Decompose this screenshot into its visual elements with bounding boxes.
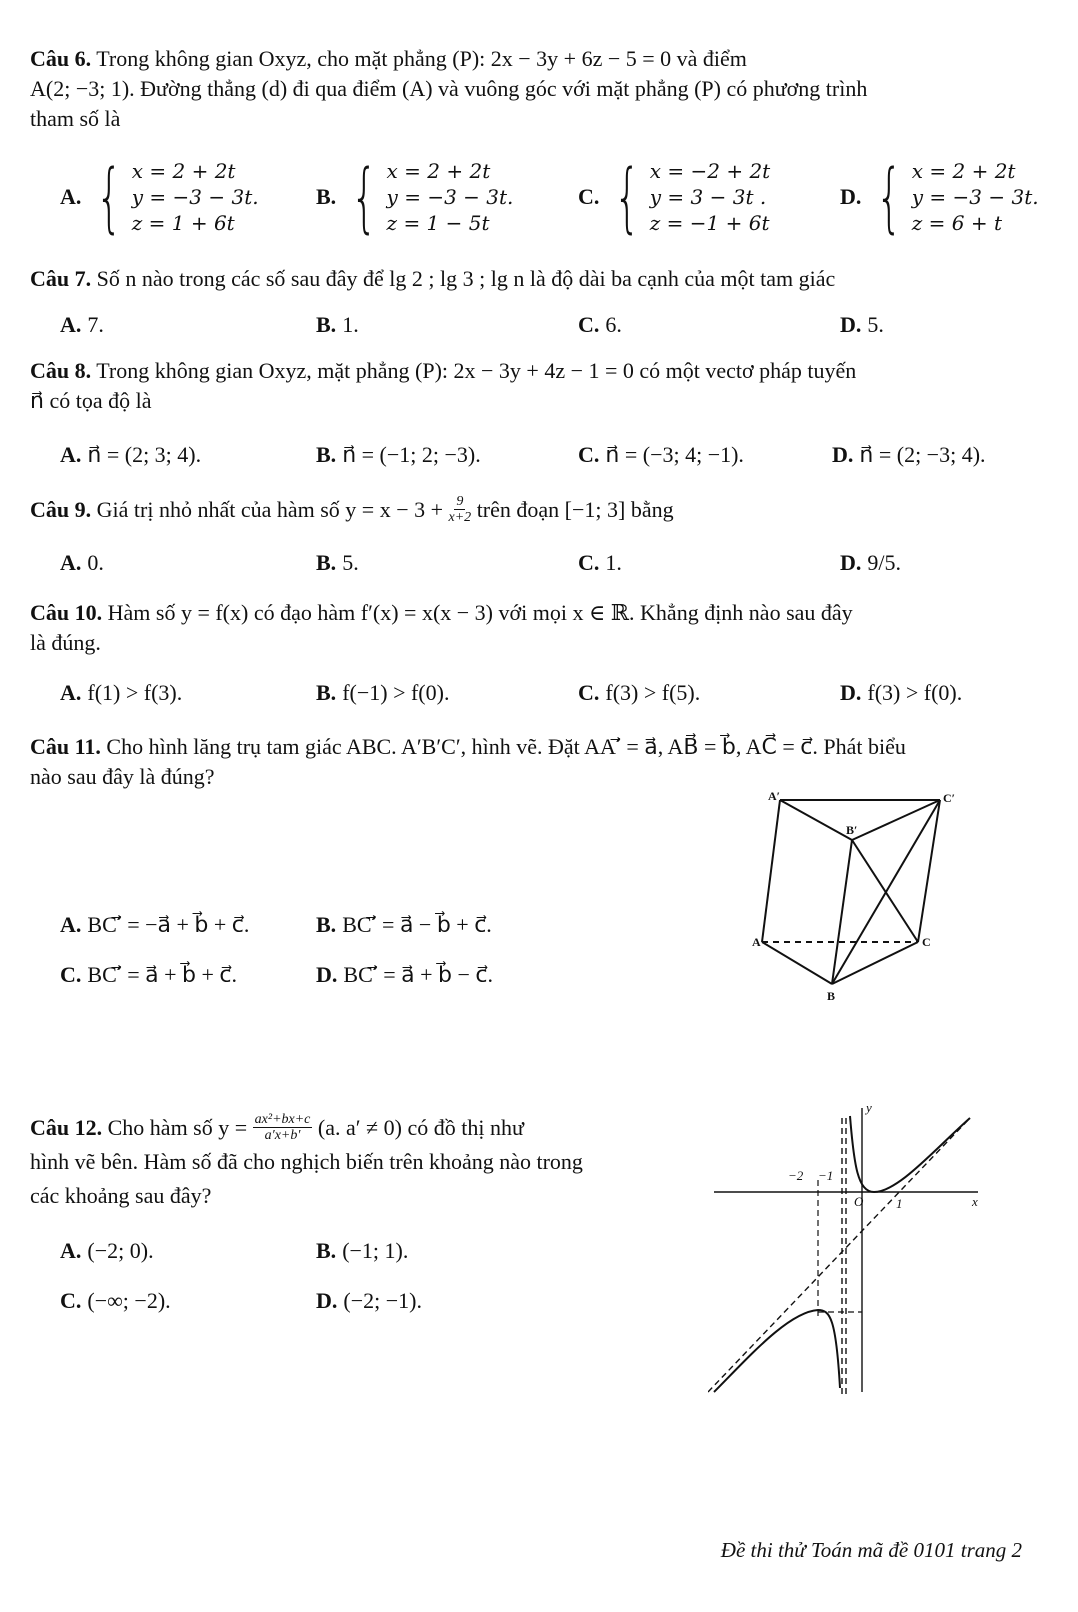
- q12-b-label: B.: [316, 1238, 337, 1263]
- q12-line3: các khoảng sau đây?: [30, 1183, 212, 1208]
- q6-option-d-label: D.: [840, 184, 862, 209]
- y-label: y: [866, 1100, 872, 1115]
- q7-d-text: 5.: [867, 312, 884, 337]
- oblique-asymptote: [708, 1118, 970, 1392]
- q11-option-d: [316, 962, 493, 988]
- q6-line2: A(2; −3; 1). Đường thẳng (d) đi qua điểm (A) và vuông góc với mặt phẳng (P) có phương trình: [30, 76, 868, 101]
- q8-c-label: C.: [578, 442, 600, 467]
- q7-label: Câu 7.: [30, 266, 92, 291]
- q7-option-a: [60, 312, 104, 338]
- q7-d-label: D.: [840, 312, 862, 337]
- q12-c-text: (−∞; −2).: [87, 1288, 171, 1313]
- q12-line2: hình vẽ bên. Hàm số đã cho nghịch biến trên khoảng nào trong: [30, 1149, 583, 1174]
- function-graph: [708, 1096, 998, 1396]
- q9-label: Câu 9.: [30, 496, 92, 522]
- q11-c-text: BC′⃗ = a⃗ + b⃗ + c⃗.: [87, 962, 237, 987]
- brace-icon: {: [876, 152, 903, 241]
- q10-option-b: [316, 680, 449, 706]
- q6-b-eq2: y = −3 − 3t.: [386, 185, 514, 209]
- q10-d-label: D.: [840, 680, 862, 705]
- q10-b-label: B.: [316, 680, 337, 705]
- q11-line1: Cho hình lăng trụ tam giác ABC. A′B′C′, hình vẽ. Đặt AA′⃗ = a⃗, AB⃗ = b⃗, AC⃗ = c⃗. Phát biểu: [106, 734, 906, 759]
- page-footer: Đề thi thử Toán mã đề 0101 trang 2: [720, 1538, 1022, 1562]
- q6-option-b-label: B.: [316, 184, 337, 209]
- q6-a-eq1: x = 2 + 2t: [131, 159, 236, 183]
- edge-ab: [762, 942, 832, 984]
- q6-option-c-label: C.: [578, 184, 600, 209]
- q6-label: Câu 6.: [30, 46, 92, 71]
- q9-fraction: [449, 494, 472, 525]
- q12-option-c: [60, 1288, 171, 1314]
- q10-c-label: C.: [578, 680, 600, 705]
- q9-c-label: C.: [578, 550, 600, 575]
- brace-icon: {: [351, 152, 378, 241]
- label-b: B: [827, 989, 836, 1003]
- q12-label: Câu 12.: [30, 1114, 103, 1140]
- q7-c-text: 6.: [605, 312, 622, 337]
- q11-a-label: A.: [60, 912, 82, 937]
- q6-b-eq1: x = 2 + 2t: [386, 159, 491, 183]
- q10-b-text: f(−1) > f(0).: [342, 680, 450, 705]
- q6-d-eq1: x = 2 + 2t: [911, 159, 1016, 183]
- q8-line1: Trong không gian Oxyz, mặt phẳng (P): 2x − 3y + 4z − 1 = 0 có một vectơ pháp tuyến: [96, 358, 857, 383]
- q6-line3: tham số là: [30, 106, 121, 131]
- q8-d-text: n⃗ = (2; −3; 4).: [859, 442, 986, 467]
- q10-label: Câu 10.: [30, 600, 103, 625]
- q12-fraction: [253, 1112, 313, 1143]
- q9-c-text: 1.: [605, 550, 622, 575]
- q11-c-label: C.: [60, 962, 82, 987]
- q6-c-eq1: x = −2 + 2t: [649, 159, 771, 183]
- q8-option-c: [578, 442, 744, 468]
- edge-a1b1: [780, 800, 852, 840]
- q9-option-b: [316, 550, 359, 576]
- q6-a-eq3: z = 1 + 6t: [131, 211, 235, 235]
- q12-pre: Cho hàm số y =: [107, 1114, 248, 1140]
- q10-option-d: [840, 680, 962, 706]
- tick-1-label: 1: [896, 1196, 903, 1211]
- label-c: C: [922, 935, 931, 949]
- q9-option-a: [60, 550, 104, 576]
- question-10: [30, 598, 1050, 658]
- q7-option-b: [316, 312, 359, 338]
- q12-a-label: A.: [60, 1238, 82, 1263]
- q7-c-label: C.: [578, 312, 600, 337]
- q11-b-text: BC′⃗ = a⃗ − b⃗ + c⃗.: [342, 912, 492, 937]
- q10-line2: là đúng.: [30, 630, 101, 655]
- tick-minus1-label: −1: [818, 1168, 834, 1183]
- q8-d-label: D.: [832, 442, 854, 467]
- q9-b-label: B.: [316, 550, 337, 575]
- q10-option-c: [578, 680, 700, 706]
- q11-d-label: D.: [316, 962, 338, 987]
- q12-option-d: [316, 1288, 422, 1314]
- q7-option-c: [578, 312, 622, 338]
- brace-icon: {: [96, 152, 123, 241]
- q7-text: Số n nào trong các số sau đây để lg 2 ; lg 3 ; lg n là độ dài ba cạnh của một tam giác: [96, 266, 836, 291]
- q12-option-b: [316, 1238, 408, 1264]
- q8-a-label: A.: [60, 442, 82, 467]
- prism-figure: [740, 780, 970, 1010]
- q7-a-label: A.: [60, 312, 82, 337]
- q9-pre: Giá trị nhỏ nhất của hàm số y = x − 3 +: [96, 496, 444, 522]
- q12-d-text: (−2; −1).: [343, 1288, 422, 1313]
- q12-frac-den: a′x+b′: [264, 1128, 301, 1143]
- q10-a-label: A.: [60, 680, 82, 705]
- q9-d-text: 9/5.: [867, 550, 902, 575]
- q9-option-d: [840, 550, 901, 576]
- q10-option-a: [60, 680, 182, 706]
- q6-option-a-label: A.: [60, 184, 82, 209]
- question-9: [30, 494, 1050, 525]
- question-12: [30, 1112, 690, 1211]
- q6-option-b: [316, 152, 514, 241]
- question-7: [30, 264, 1050, 294]
- left-branch: [714, 1310, 840, 1392]
- q7-b-text: 1.: [342, 312, 359, 337]
- q12-post: (a. a′ ≠ 0) có đồ thị như: [317, 1114, 524, 1140]
- x-label: x: [972, 1194, 978, 1209]
- q6-d-eq2: y = −3 − 3t.: [911, 185, 1039, 209]
- q8-label: Câu 8.: [30, 358, 92, 383]
- q6-b-eq3: z = 1 − 5t: [386, 211, 490, 235]
- q9-frac-den: x+2: [448, 510, 472, 525]
- q12-frac-num: ax²+bx+c: [254, 1112, 311, 1127]
- q6-d-eq3: z = 6 + t: [911, 211, 1002, 235]
- q8-a-text: n⃗ = (2; 3; 4).: [87, 442, 202, 467]
- question-6: [30, 44, 1050, 134]
- edge-cc1: [918, 800, 940, 942]
- q6-option-c: [578, 152, 771, 241]
- label-b-prime: B′: [846, 823, 858, 837]
- q12-d-label: D.: [316, 1288, 338, 1313]
- brace-icon: {: [614, 152, 641, 241]
- q11-option-b: [316, 912, 492, 938]
- q11-b-label: B.: [316, 912, 337, 937]
- q6-line1: Trong không gian Oxyz, cho mặt phẳng (P): 2x − 3y + 6z − 5 = 0 và điểm: [96, 46, 747, 71]
- q7-b-label: B.: [316, 312, 337, 337]
- q10-line1: Hàm số y = f(x) có đạo hàm f′(x) = x(x − 3) với mọi x ∈ ℝ. Khẳng định nào sau đây: [107, 600, 853, 625]
- q8-option-b: [316, 442, 481, 468]
- q11-line2: nào sau đây là đúng?: [30, 764, 215, 789]
- q10-a-text: f(1) > f(3).: [87, 680, 183, 705]
- q11-label: Câu 11.: [30, 734, 101, 759]
- edge-bb1: [832, 840, 852, 984]
- q11-option-c: [60, 962, 237, 988]
- tick-minus2-label: −2: [788, 1168, 804, 1183]
- q9-d-label: D.: [840, 550, 862, 575]
- q9-a-text: 0.: [87, 550, 104, 575]
- q8-c-text: n⃗ = (−3; 4; −1).: [605, 442, 744, 467]
- q6-a-eq2: y = −3 − 3t.: [131, 185, 259, 209]
- q12-b-text: (−1; 1).: [342, 1238, 409, 1263]
- q12-a-text: (−2; 0).: [87, 1238, 154, 1263]
- q9-option-c: [578, 550, 622, 576]
- q12-option-a: [60, 1238, 154, 1264]
- edge-b1c1: [852, 800, 940, 840]
- q8-option-d: [832, 442, 986, 468]
- q11-d-text: BC′⃗ = a⃗ + b⃗ − c⃗.: [343, 962, 493, 987]
- q8-b-label: B.: [316, 442, 337, 467]
- q9-b-text: 5.: [342, 550, 359, 575]
- q8-option-a: [60, 442, 201, 468]
- q10-d-text: f(3) > f(0).: [867, 680, 963, 705]
- q6-option-d: [840, 152, 1039, 241]
- edge-aa1: [762, 800, 780, 942]
- q6-c-eq2: y = 3 − 3t .: [649, 185, 767, 209]
- q11-option-a: [60, 912, 249, 938]
- q6-option-a: [60, 152, 259, 241]
- q9-post: trên đoạn [−1; 3] bằng: [476, 496, 674, 522]
- q9-a-label: A.: [60, 550, 82, 575]
- label-a: A: [752, 935, 761, 949]
- question-8: [30, 356, 1050, 416]
- q11-a-text: BC′⃗ = −a⃗ + b⃗ + c⃗.: [87, 912, 250, 937]
- q7-option-d: [840, 312, 884, 338]
- q12-c-label: C.: [60, 1288, 82, 1313]
- origin-label: O: [854, 1194, 864, 1209]
- q8-line2: n⃗ có tọa độ là: [30, 388, 152, 413]
- q6-c-eq3: z = −1 + 6t: [649, 211, 770, 235]
- label-a-prime: A′: [768, 789, 781, 803]
- q9-frac-num: 9: [456, 494, 464, 509]
- q8-b-text: n⃗ = (−1; 2; −3).: [342, 442, 481, 467]
- label-c-prime: C′: [943, 791, 956, 805]
- q10-c-text: f(3) > f(5).: [605, 680, 701, 705]
- q7-a-text: 7.: [87, 312, 104, 337]
